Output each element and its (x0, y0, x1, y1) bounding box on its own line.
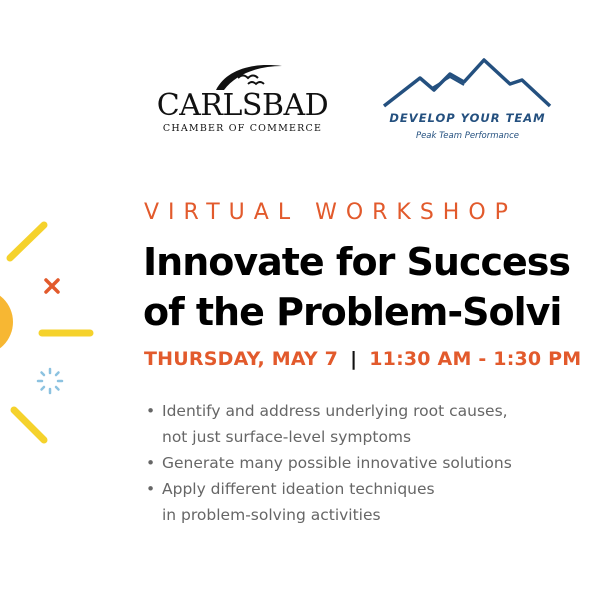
sun-ray-top (10, 225, 44, 258)
list-item (146, 398, 586, 450)
bullet-text: Apply different ideation techniques (162, 480, 435, 498)
sun-icon (0, 289, 13, 355)
dyt-tagline: Peak Team Performance (415, 131, 520, 141)
benefit-list (146, 398, 586, 528)
event-date-time (144, 348, 581, 370)
bullet-icon: • (146, 480, 156, 498)
event-title-line-1: Innovate for Success (143, 240, 571, 284)
mountain-icon (380, 58, 555, 110)
carlsbad-name: CARLSBAD (156, 88, 329, 123)
bullet-icon: • (146, 402, 156, 420)
bullet-icon: • (146, 454, 156, 472)
bullet-text-continued: in problem-solving activities (162, 506, 381, 524)
carlsbad-chamber-logo (150, 60, 335, 140)
bullet-text-continued: not just surface-level symptoms (162, 428, 412, 446)
date-separator: | (350, 348, 358, 370)
sun-decoration (0, 0, 130, 600)
sun-ray-bottom (14, 410, 44, 440)
list-item (146, 450, 586, 476)
bullet-text: Generate many possible innovative solutions (162, 454, 512, 472)
event-date: THURSDAY, MAY 7 (144, 348, 339, 370)
workshop-kicker: VIRTUAL WORKSHOP (144, 200, 517, 225)
list-item (146, 476, 586, 528)
event-time: 11:30 AM - 1:30 PM (369, 348, 582, 370)
bullet-text: Identify and address underlying root causes, (162, 402, 508, 420)
event-title-line-2: of the Problem-Solvi (143, 290, 562, 334)
x-mark-icon (46, 280, 58, 292)
develop-your-team-logo (380, 58, 555, 148)
carlsbad-subtitle: CHAMBER OF COMMERCE (162, 123, 323, 134)
dotted-circle-icon (38, 369, 62, 393)
dyt-title: DEVELOP YOUR TEAM (389, 111, 546, 125)
